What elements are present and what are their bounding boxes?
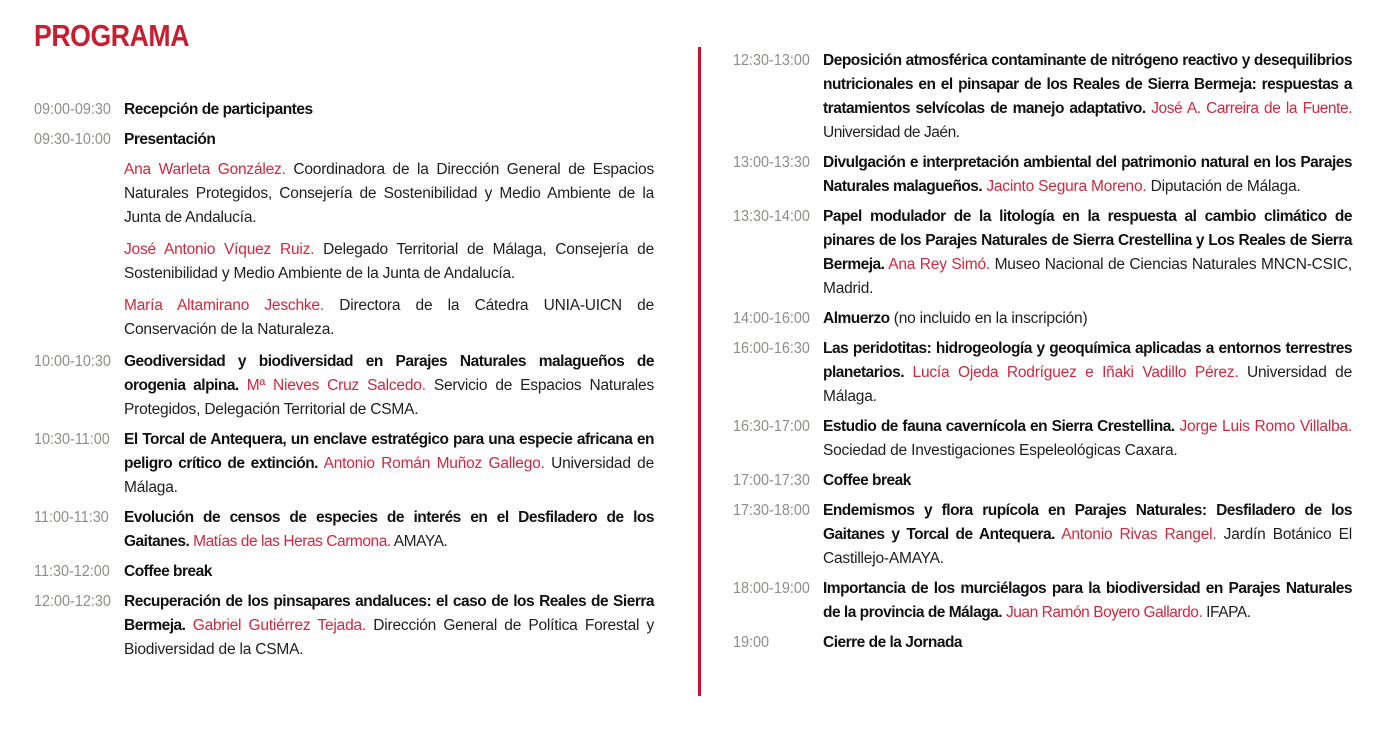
speaker-name: Juan Ramón Boyero Gallardo. [1005,604,1203,621]
entry-title: Coffee break [124,563,212,580]
entry-time: 18:00-19:00 [733,580,810,597]
program-left-column [34,98,654,668]
speaker-affiliation: Museo Nacional de Ciencias Naturales MNCN-CSIC, Madrid. [823,256,1352,297]
speaker-name: Ana Warleta González. [124,161,286,178]
entry-title: Almuerzo [823,310,890,327]
program-entry [733,151,1352,199]
entry-time: 09:30-10:00 [34,131,111,148]
speaker-name: Jorge Luis Romo Villalba. [1179,418,1353,435]
speaker-affiliation: Universidad de Málaga. [124,455,655,496]
program-entry [733,415,1352,463]
program-entry [733,577,1352,625]
entry-title: Divulgación e interpretación ambiental del patrimonio natural en los Parajes Naturales malagueños. [823,154,1352,195]
entry-title: Las peridotitas: hidrogeología y geoquímica aplicadas a entornos terrestres planetarios. [823,340,1352,381]
entry-time: 09:00-09:30 [34,101,111,118]
speaker-name: Matías de las Heras Carmona. [193,533,391,550]
entry-title: Cierre de la Jornada [823,634,963,651]
program-entry [34,128,654,152]
entry-title: Presentación [124,131,216,148]
entry-time: 17:00-17:30 [733,472,810,489]
entry-title: Geodiversidad y biodiversidad en Parajes Naturales malagueños de orogenia alpina. [124,353,654,394]
entry-title: Coffee break [823,472,911,489]
program-entry [733,337,1352,409]
entry-time: 13:30-14:00 [733,208,810,225]
entry-title: Deposición atmosférica contaminante de nitrógeno reactivo y desequilibrios nutricionales en el pinsapar de los Reales de Sierra Bermeja: respuestas a tratamientos selvícolas de manejo adaptativo. [823,52,1352,117]
speaker-affiliation: IFAPA. [1206,604,1251,621]
speaker-name: Antonio Román Muñoz Gallego. [323,455,545,472]
entry-title: El Torcal de Antequera, un enclave estratégico para una especie africana en peligro crítico de extinción. [124,431,654,472]
speaker-name: Mª Nieves Cruz Salcedo. [246,377,426,394]
program-entry [733,49,1352,145]
entry-time: 11:00-11:30 [34,509,109,526]
column-divider [698,47,701,696]
speaker-affiliation: Dirección General de Política Forestal y Biodiversidad de la CSMA. [124,617,655,658]
speaker-name: Ana Rey Simó. [888,256,990,273]
speaker-affiliation: Servicio de Espacios Naturales Protegidos, Delegación Territorial de CSMA. [124,377,654,418]
program-right-column [733,49,1352,661]
speaker-name: José A. Carreira de la Fuente. [1151,100,1352,117]
program-entry [733,499,1352,571]
entry-time: 19:00 [733,634,770,651]
entry-title: Endemismos y flora rupícola en Parajes Naturales: Desfiladero de los Gaitanes y Torcal de Antequera. [823,502,1352,543]
entry-time: 12:00-12:30 [34,593,111,610]
program-entry [34,590,654,662]
program-entry [34,350,654,422]
entry-time: 13:00-13:30 [733,154,810,171]
speaker-name: Jacinto Segura Moreno. [986,178,1147,195]
program-entry [733,307,1352,331]
entry-time: 12:30-13:00 [733,52,810,69]
presenter-block [124,238,654,286]
entry-title: Recepción de participantes [124,101,313,118]
speaker-affiliation: Directora de la Cátedra UNIA-UICN de Conservación de la Naturaleza. [124,297,654,338]
entry-title: Evolución de censos de especies de interés en el Desfiladero de los Gaitanes. [124,509,654,550]
program-entry [733,469,1352,493]
entry-title: Importancia de los murciélagos para la biodiversidad en Parajes Naturales de la provincia de Málaga. [823,580,1352,621]
program-entry [34,560,654,584]
program-entry [733,631,1352,655]
entry-time: 16:30-17:00 [733,418,810,435]
presenter-block [124,294,654,342]
speaker-affiliation: Diputación de Málaga. [1150,178,1301,195]
entry-title: Papel modulador de la litología en la respuesta al cambio climático de pinares de los Parajes Naturales de Sierra Crestellina y Los Reales de Sierra Bermeja. [823,208,1352,273]
entry-title: Estudio de fauna cavernícola en Sierra Crestellina. [823,418,1175,435]
speaker-affiliation: Universidad de Málaga. [823,364,1352,405]
speaker-affiliation: Sociedad de Investigaciones Espeleológicas Caxara. [823,442,1178,459]
speaker-affiliation: Jardín Botánico El Castillejo-AMAYA. [823,526,1352,567]
speaker-name: Antonio Rivas Rangel. [1061,526,1217,543]
entry-time: 10:30-11:00 [34,431,110,448]
entry-time: 14:00-16:00 [733,310,810,327]
speaker-name: José Antonio Víquez Ruiz. [124,241,315,258]
page-title: PROGRAMA [34,18,190,53]
entry-time: 16:00-16:30 [733,340,810,357]
speaker-name: Lucía Ojeda Rodríguez e Iñaki Vadillo Pérez. [912,364,1239,381]
entry-time: 10:00-10:30 [34,353,111,370]
speaker-affiliation: AMAYA. [393,533,448,550]
entry-time: 17:30-18:00 [733,502,810,519]
entry-note: (no incluido en la inscripción) [893,310,1088,327]
speaker-name: Gabriel Gutiérrez Tejada. [192,617,367,634]
entry-time: 11:30-12:00 [34,563,110,580]
entry-title: Recuperación de los pinsapares andaluces: el caso de los Reales de Sierra Bermeja. [124,593,654,634]
presenter-block [124,158,654,230]
speaker-name: María Altamirano Jeschke. [124,297,324,314]
speaker-affiliation: Delegado Territorial de Málaga, Consejería de Sostenibilidad y Medio Ambiente de la Junta de Andalucía. [124,241,654,282]
program-entry [34,98,654,122]
program-entry [733,205,1352,301]
program-entry [34,506,654,554]
speaker-affiliation: Coordinadora de la Dirección General de Espacios Naturales Protegidos, Consejería de Sostenibilidad y Medio Ambiente de la Junta de Andalucía. [124,161,654,226]
speaker-affiliation: Universidad de Jaén. [823,124,960,141]
program-entry [34,428,654,500]
